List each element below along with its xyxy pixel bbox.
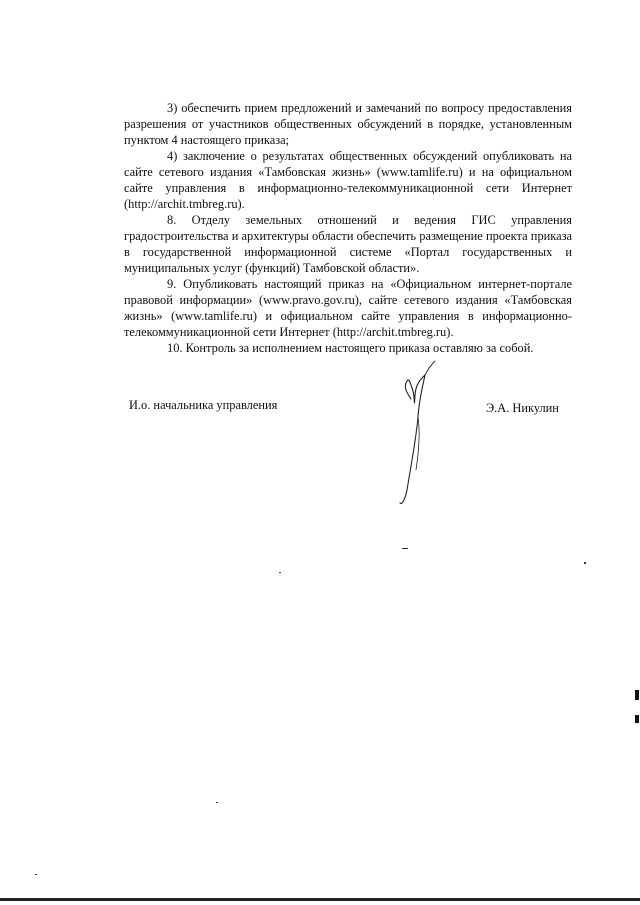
scan-edge-mark [635,715,639,723]
paragraph-3: 3) обеспечить прием предложений и замечаний по вопросу предоставления разрешения от участников общественных обсуждений в порядке, установленным пунктом 4 настоящего приказа; [124,101,572,147]
scan-speck [584,562,586,564]
paragraph-8: 8. Отделу земельных отношений и ведения ГИС управления градостроительства и архитектуры области обеспечить размещение проекта приказа в государственной информационной системе «Портал государственных и муниципальных услуг (функций) Тамбовской области». [124,213,572,275]
scan-bottom-edge [0,892,640,905]
signatory-name: Э.А. Никулин [486,401,559,415]
scan-speck [35,874,37,875]
scan-speck [279,572,281,573]
signatory-title: И.о. начальника управления [129,398,278,412]
paragraph-4: 4) заключение о результатах общественных обсуждений опубликовать на сайте сетевого издания «Тамбовская жизнь» (www.tamlife.ru) и на официальном сайте управления в информационно-телекоммуникационной сети Интернет (http://archit.tmbreg.ru). [124,149,572,211]
handwritten-signature [385,355,465,515]
scan-speck [402,548,408,549]
paragraph-9 [124,276,572,340]
paragraph-10: 10. Контроль за исполнением настоящего приказа оставляю за собой. [167,341,534,355]
scan-edge-mark [635,690,639,700]
order-body-text [124,100,572,356]
paragraph-9-text: 9. Опубликовать настоящий приказ на «Официальном интернет-портале правовой информации» (www.pravo.gov.ru), сайте сетевого издания «Тамбовская жизнь» (www.tamlife.ru) и официальном сайте управления в информационно-телекоммуникационной сети Интернет [124,277,572,339]
paragraph-9-url: (http://archit.tmbreg.ru). [332,325,454,339]
scan-speck [216,802,218,803]
